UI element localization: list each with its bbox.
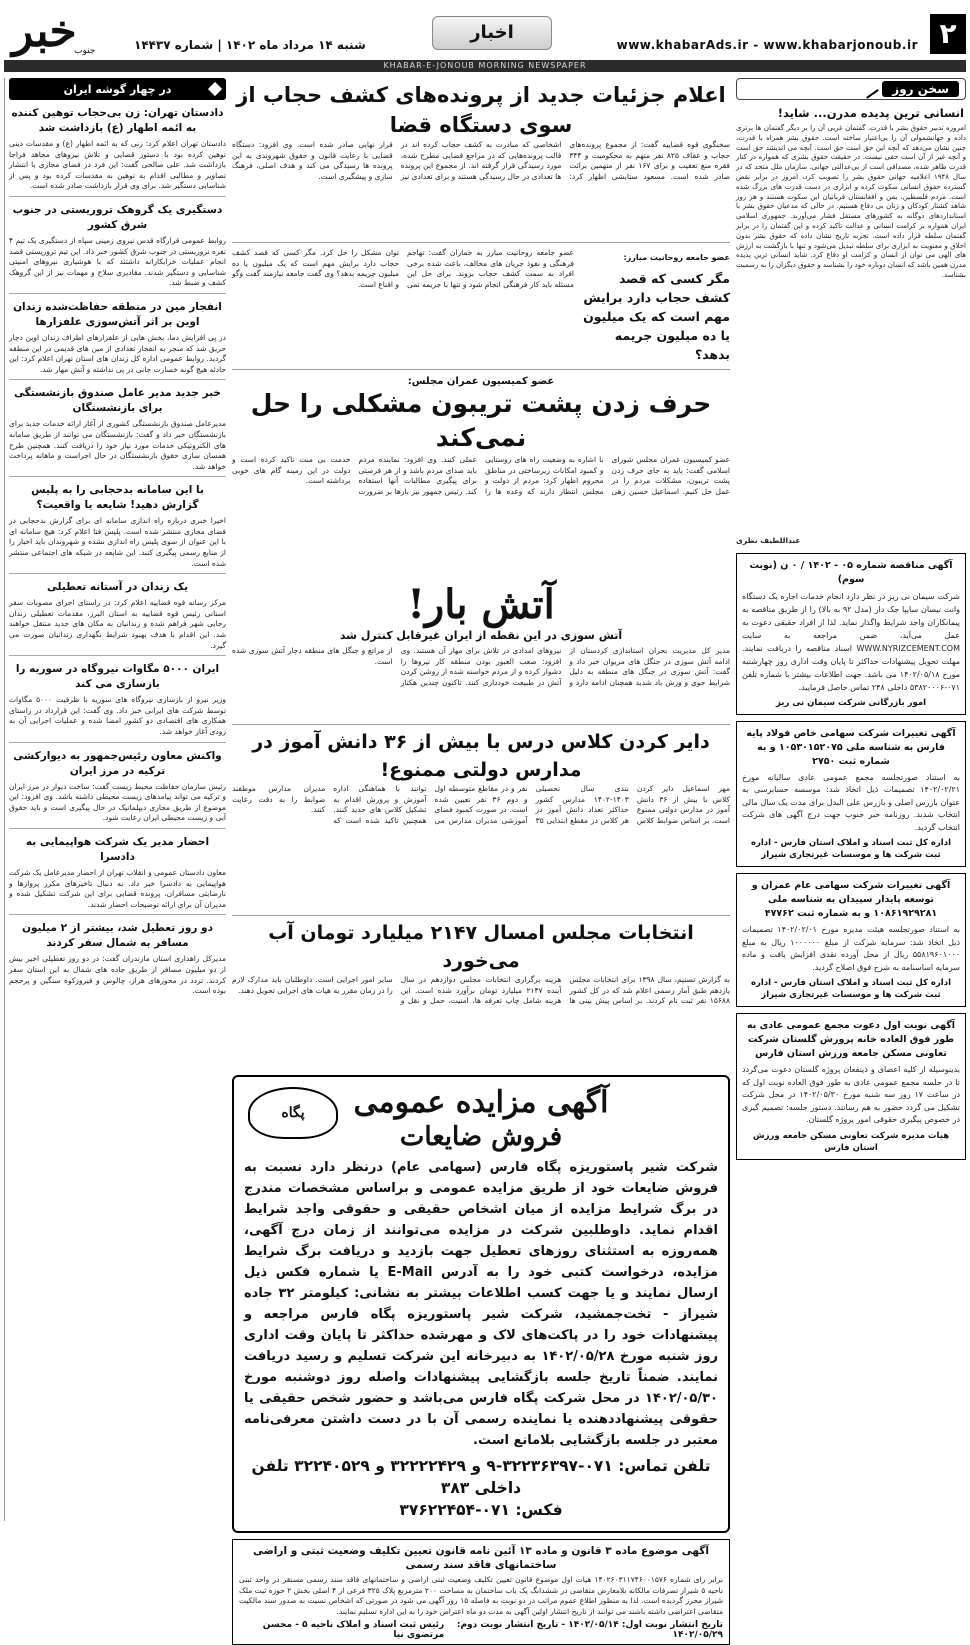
brief-title: خبر جدید مدیر عامل صندوق بازنشستگی برای بازنشستگان bbox=[13, 387, 221, 415]
news-briefs-header: در چهار گوشه ایران bbox=[9, 78, 226, 100]
article-headline-2: حرف زدن پشت تریبون مشکلی را حل نمی‌کند bbox=[250, 389, 712, 452]
news-brief bbox=[9, 386, 226, 472]
middle-column bbox=[232, 78, 730, 1645]
article-kicker: عضو کمیسیون عمران مجلس: bbox=[407, 376, 555, 387]
auction-ad-subtitle: فروش ضایعات bbox=[399, 1122, 563, 1152]
news-brief bbox=[9, 483, 226, 569]
page-number: ۲ bbox=[930, 14, 966, 54]
section-title: اخبار bbox=[432, 16, 552, 50]
ad-footer: اداره کل ثبت اسناد و املاک استان فارس - اداره ثبت شرکت ها و موسسات غیرتجاری شیراز bbox=[750, 978, 952, 1001]
article-body-2: عضو کمیسیون عمران مجلس شورای اسلامی گفت: باید به جای حرف زدن پشت تریبون، مشکلات مردم را در عمل حل کنیم. اسماعیل حسین زهی با اشاره به وضعیت راه های روستایی و کمبود امکانات زیرساختی در مناطق محروم اظهار کرد: مردم از دولت و مجلس انتظار دارند که وعده ها را عملی کنند. وی افزود: نماینده مردم باید صدای مردم باشد و از هر فرصتی برای پیگیری مطالبات آنها استفاده کند. رئیس جمهور نیز بارها بر ضرورت خدمت بی منت تاکید کرده است و دولت در این زمینه گام های خوبی برداشته است. bbox=[232, 455, 730, 496]
divider bbox=[9, 742, 226, 743]
brief-body: مدیرعامل صندوق بازنشستگی کشوری از آغاز ارائه خدمات جدید برای بازنشستگان خبر داد و گفت: بازنشستگان می توانند از طریق سامانه های الکترونیکی خدمات مورد نیاز خود را دریافت کنند. همچنین طرح همسان سازی حقوق بازنشستگان در حال اجراست و ماهانه پرداخت خواهد شد. bbox=[9, 419, 226, 471]
editorial-badge: سخن روز bbox=[882, 81, 959, 97]
news-brief bbox=[9, 662, 226, 737]
auction-ad-phone: تلفن تماس: ۰۷۱-۳۲۲۳۶۳۹۷-۹ و ۳۲۲۲۲۴۲۹ و ۳۲۲۴۰۵۲۹ تلفن داخلی ۳۸۳ bbox=[251, 1457, 711, 1497]
article-headline-4: دایر کردن کلاس درس با بیش از ۳۶ دانش آموز در مدارس دولتی ممنوع! bbox=[232, 724, 730, 784]
divider bbox=[9, 293, 226, 294]
news-brief bbox=[9, 580, 226, 651]
ad-title: آگهی نوبت اول دعوت مجمع عمومی عادی به طور فوق العاده خانه پرورش گلستان شرکت تعاونی مسکن جامعه ورزش استان فارس bbox=[746, 1020, 956, 1060]
brief-body: رئیس سازمان حفاظت محیط زیست گفت: ساخت دیوار در مرز ایران و ترکیه می تواند پیامدهای زیست محیطی داشته باشد. وی افزود: این موضوع از طریق مجاری دیپلماتیک در حال پیگیری است و باید حقوق آبی و زیست محیطی ایران رعایت شود. bbox=[9, 781, 226, 823]
news-brief bbox=[9, 749, 226, 824]
news-brief bbox=[9, 106, 226, 192]
notice-title: آگهی موضوع ماده ۳ قانون و ماده ۱۳ آئین نامه قانون تعیین تکلیف وضعیت ثبتی و اراضی ساختمانهای فاقد سند رسمی bbox=[253, 1545, 709, 1571]
article-subheadline-3: آتش سوزی در این نقطه از ایران غیرقابل کنترل شد bbox=[339, 629, 623, 642]
brief-title: ایران ۵۰۰۰ مگاوات نیروگاه در سوریه را بازسازی می کند bbox=[15, 663, 220, 691]
editorial-title: انسانی ترین پدیده مدرن... شاید! bbox=[777, 106, 964, 120]
brief-body: در پی افزایش دما، بخش هایی از علفزارهای اطراف زندان اوین دچار حریق شد که منجر به انفجار تعدادی از مین های قدیمی در این منطقه گردید. روابط عمومی اداره کل زندان های استان تهران اعلام کرد: این حادثه هیچ گونه خسارت جانی در پی نداشته و آتش مهار شد. bbox=[9, 332, 226, 374]
quote-section bbox=[232, 242, 730, 370]
brief-title: احضار مدیر یک شرکت هواپیمایی به دادسرا bbox=[25, 835, 210, 863]
ad-title: آگهی تغییرات شرکت سهامی عام عمران و توسعه پایدار سپیدان به شناسه ملی ۱۰۸۶۱۹۲۹۲۸۱ و به شماره ثبت ۴۷۷۶۲ bbox=[751, 880, 951, 920]
brief-body: مرکز رسانه قوه قضاییه اعلام کرد: در راستای اجرای مصوبات سفر استانی رئیس قوه قضاییه به استان البرز، مقدمات تعطیلی زندان رجایی شهر فراهم شده و زندانیان به مکان های جدید منتقل خواهند شد. این اقدام با هدف بهبود شرایط نگهداری زندانیان صورت می گیرد. bbox=[9, 598, 226, 650]
brief-title: با این سامانه بدحجابی را به پلیس گزارش دهید! شایعه یا واقعیت؟ bbox=[31, 484, 204, 512]
main-headline: اعلام جزئیات جدید از پرونده‌های کشف حجاب از سوی دستگاه قضا bbox=[236, 83, 726, 137]
notice-dates: تاریخ انتشار نوبت اول: ۱۴۰۲/۰۵/۱۴ - تاریخ انتشار نوبت دوم: ۱۴۰۲/۰۵/۲۹ bbox=[456, 1620, 723, 1641]
header-strip: KHABAR-E-JONOUB MORNING NEWSPAPER bbox=[4, 60, 966, 72]
news-brief bbox=[9, 921, 226, 996]
pen-icon bbox=[860, 79, 879, 98]
company-change-ad-1 bbox=[736, 721, 966, 868]
divider bbox=[9, 573, 226, 574]
quote-label: عضو جامعه روحانیت مبارز: bbox=[623, 253, 730, 262]
logo-text: خبر bbox=[12, 6, 77, 57]
article-body-3: مدیر کل مدیریت بحران استانداری کردستان از ادامه آتش سوزی در جنگل های مریوان خبر داد و گفت: آتش سوزی در جنگل های منطقه به دلیل شرایط جوی و وزش باد شدید همچنان ادامه دارد و نیروهای امدادی در تلاش برای مهار آن هستند. وی افزود: صعب العبور بودن منطقه کار نیروها را دشوار کرده و از مردم خواسته شده از روشن کردن آتش در طبیعت خودداری کنند. تاکنون چندین هکتار از مراتع و جنگل های منطقه دچار آتش سوزی شده است. bbox=[232, 646, 730, 687]
left-column bbox=[4, 78, 226, 1521]
ad-body: به استناد صورتجلسه مجمع عمومی عادی سالیانه مورخ ۱۴۰۲/۰۲/۲۱ تصمیمات ذیل اتخاذ شد: موسسه حسابرسی به عنوان بازرس اصلی و بازرس علی البدل برای مدت یک سال مالی انتخاب شدند. روزنامه خبر جنوب جهت درج آگهی های شرکت انتخاب گردید. bbox=[742, 772, 960, 832]
brief-title: دادستان تهران: زن بی‌حجاب توهین کننده به ائمه اطهار (ع) بازداشت شد bbox=[11, 107, 224, 134]
notice-footer bbox=[239, 1620, 723, 1640]
article-headline-5: انتخابات مجلس امسال ۲۱۴۷ میلیارد تومان آب می‌خورد bbox=[232, 915, 730, 975]
divider bbox=[9, 914, 226, 915]
divider bbox=[9, 828, 226, 829]
quote-text: مگر کسی که قصد کشف حجاب دارد برایش مهم است که یک میلیون یا ده میلیون جریمه بدهد؟ bbox=[583, 271, 730, 362]
auction-ad bbox=[232, 1075, 730, 1533]
ad-footer: اداره کل ثبت اسناد و املاک استان فارس - اداره ثبت شرکت ها و موسسات غیرتجاری شیراز bbox=[750, 838, 952, 861]
site-url: www.khabarAds.ir - www.khabarjonoub.ir bbox=[616, 38, 918, 52]
auction-ad-fax: فکس: ۰۷۱-۳۷۶۲۲۴۵۴ bbox=[399, 1501, 563, 1519]
ad-footer: امور بازرگانی شرکت سیمان نی ریز bbox=[775, 697, 927, 708]
page-header bbox=[4, 4, 966, 60]
brief-title: دستگیری یک گروهک تروریستی در جنوب شرق کشور bbox=[12, 203, 223, 231]
brief-body: اخیرا خبری درباره راه اندازی سامانه ای برای گزارش بدحجابی در فضای مجازی منتشر شده است. پلیس فتا اعلام کرد: هیچ سامانه ای با این عنوان از سوی پلیس راه اندازی نشده و شهروندان باید اخبار را از منابع رسمی پیگیری کنند. این شایعه در شبکه های اجتماعی منتشر شده است. bbox=[9, 516, 226, 568]
divider bbox=[9, 655, 226, 656]
news-brief bbox=[9, 835, 226, 910]
ad-title: آگهی تغییرات شرکت سهامی خاص فولاد پایه فارس به شناسه ملی ۱۰۵۳۰۱۵۲۰۷۵ و به شماره ثبت ۲۷۵۰ bbox=[746, 727, 956, 767]
pegah-logo: پگاه bbox=[248, 1087, 338, 1139]
brief-body: وزیر نیرو از بازسازی نیروگاه های سوریه با ظرفیت ۵۰۰۰ مگاوات توسط شرکت های ایرانی خبر داد. وی گفت: این قرارداد در راستای همکاری های اقتصادی دو کشور امضا شده و عملیات اجرایی آن به زودی آغاز خواهد شد. bbox=[9, 695, 226, 736]
quote-body: عضو جامعه روحانیت مبارز به جماران گفت: تهاجم فرهنگی و نفوذ جریان های مخالف، باعث شده برخی افراد به سمت کشف حجاب بروند. برای حل این مسئله باید کار فرهنگی انجام شود و تنها با جریمه نمی توان مشکل را حل کرد. مگر کسی که قصد کشف حجاب دارد برایش مهم است که یک میلیون یا ده میلیون جریمه بدهد؟ وی گفت جامعه نیازمند گفت وگو و اقناع است. bbox=[232, 248, 574, 289]
ad-body: بدینوسیله از کلیه اعضای و ذینفعان پروژه گلستان دعوت می‌گردد تا در جلسه مجمع عمومی عادی به طور فوق العاده نوبت اول که در ساعت ۱۷ روز سه شنبه مورخ ۱۴۰۲/۰۵/۳۰ در محل شرکت تشکیل می گردد حضور به هم رسانند. دستور جلسه: تصمیم گیری در خصوص پیگیری حقوقی امور پروژه گلستان. bbox=[742, 1065, 961, 1125]
auction-ad-title: آگهی مزایده عمومی bbox=[353, 1085, 609, 1120]
brief-body: دادستان تهران اعلام کرد: زنی که به ائمه اطهار (ع) و مقدسات دینی توهین کرده بود با دستور قضایی و تلاش نیروهای مجاهد فراجا بازداشت شد. علی صالحی گفت: این فرد در فضای مجازی با انتشار تصاویر و مطالبی اقدام به توهین به مقدسات کرده بود و پس از شناسایی دستگیر شد. برای وی قرار بازداشت صادر شده است. bbox=[9, 139, 226, 191]
ad-body: به استناد صورتجلسه هیئت مدیره مورخ ۱۴۰۲/۰۲/۰۱ تصمیمات ذیل اتخاذ شد: سرمایه شرکت از مبلغ ۱۰۰۰۰۰۰ ریال به مبلغ ۵۵۸۱۹۶۰۱۰۰۰ ریال از محل آورده نقدی افزایش یافت و ماده سرمایه اساسنامه به شرح فوق اصلاح گردید. bbox=[742, 925, 961, 972]
brief-title: واکنش معاون رئیس‌جمهور به دیوارکشی ترکیه در مرز ایران bbox=[13, 749, 222, 777]
right-column bbox=[736, 78, 966, 1160]
registration-notice bbox=[232, 1539, 730, 1645]
divider bbox=[9, 379, 226, 380]
news-brief bbox=[9, 300, 226, 375]
ad-title: آگهی مناقصه شماره ۰۵ - ۱۴۰۲ / ۰ ن (نوبت سوم) bbox=[749, 559, 953, 585]
logo-subtitle: جنوب bbox=[74, 46, 96, 56]
brief-body: معاون دادستان عمومی و انقلاب تهران از احضار مدیرعامل یک شرکت هواپیمایی به دادسرا خبر داد. به دنبال تاخیرهای مکرر پروازها و نارضایتی مسافران، پرونده قضایی برای این شرکت تشکیل شده و مدیران آن برای ارائه توضیحات احضار شدند. bbox=[9, 867, 226, 909]
ad-footer: هیات مدیره شرکت تعاونی مسکن جامعه ورزش استان فارس bbox=[752, 1130, 950, 1153]
pull-quote bbox=[580, 248, 730, 364]
brief-body: روابط عمومی قرارگاه قدس نیروی زمینی سپاه از دستگیری یک تیم ۴ نفره تروریستی در جنوب شرق کشور خبر داد. این تیم تروریستی قصد انجام عملیات خرابکارانه داشتند که با هوشیاری نیروهای امنیتی شناسایی و دستگیر شدند. مقادیری سلاح و مهمات نیز از این گروهک کشف و ضبط شد. bbox=[9, 235, 226, 288]
assembly-invitation-ad bbox=[736, 1013, 966, 1160]
editorial-header bbox=[736, 78, 966, 100]
tender-ad bbox=[736, 553, 966, 715]
article-body-4: مهر اسماعیل دایر کردن کلاس با بیش از ۳۶ دانش آموز در مدارس دولتی ممنوع است. بر اساس ضوابط کلاس بندی سال تحصیلی ۱۴۰۳-۱۴۰۲ مدارس کشور حداکثر تعداد دانش آموز در هر کلاس در مقطع ابتدایی ۳۵ نفر و در مقاطع متوسطه اول و دوم ۳۶ نفر تعیین شده است. در صورت کمبود فضای آموزشی مدیران مدارس می توانند با هماهنگی اداره آموزش و پرورش اقدام به تشکیل کلاس های جدید کنند. همچنین تاکید شده است که مدیران مدارس موظفند ضوابط را به دقت رعایت کنند. bbox=[232, 784, 730, 825]
news-brief bbox=[9, 203, 226, 289]
newspaper-logo bbox=[4, 4, 124, 60]
article-headline-3: آتش بار! bbox=[407, 581, 555, 628]
brief-title: یک زندان در آستانه تعطیلی bbox=[46, 581, 189, 594]
main-lead: سخنگوی قوه قضاییه گفت: از مجموع پرونده‌های حجاب و عفاف ۸۲۵ نفر متهم به محکومیت و ۳۴۴ فقره منع تعقیب و برای ۱۶۷ نفر از متهمین برائت صادر شده است. مسعود ستایشی اظهار کرد: اشخاصی که مبادرت به کشف حجاب کرده اند در قالب پرونده‌هایی که در مراجع قضایی مطرح شده، مورد رسیدگی قرار گرفته اند. از مجموع این پرونده ها تعدادی در حال رسیدگی هستند و برای تعدادی نیز قرار نهایی صادر شده است. وی افزود: دستگاه قضایی با رعایت قانون و حقوق شهروندی به این پرونده ها رسیدگی می کند و هدف اصلی، فرهنگ سازی و پیشگیری است. bbox=[232, 140, 730, 181]
notice-body: برابر رای شماره ۱۴۰۲۶۰۳۱۱۷۴۶۰۰۱۵۷۶ هیات اول موضوع قانون تعیین تکلیف وضعیت ثبتی اراضی و ساختمانهای فاقد سند رسمی مستقر در واحد ثبتی ناحیه ۵ شیراز تصرفات مالکانه بلامعارض متقاضی در ششدانگ یک باب ساختمان به مساحت ۲۰۰ مترمربع پلاک ۳۲۵ فرعی از ۴ اصلی بخش ۲ حوزه ثبت ملک شیراز محرز گردیده است. لذا به منظور اطلاع عموم مراتب در دو نوبت به فاصله ۱۵ روز آگهی می شود در صورتی که اشخاص نسبت به صدور سند مالکیت متقاضی اعتراضی داشته باشند می توانند از تاریخ انتشار اولین آگهی به مدت دو ماه اعتراض خود را به این اداره تسلیم نمایند. bbox=[239, 1575, 723, 1616]
company-change-ad-2 bbox=[736, 873, 966, 1007]
editorial-author: عبداللطیف نظری bbox=[736, 536, 801, 545]
brief-title: انفجار مین در منطقه حفاظت‌شده زندان اوین بر اثر آتش‌سوزی علفزارها bbox=[13, 300, 222, 328]
editorial-body: امروزه تدبیر حقوق بشر با قدرت، گفتمان غربی آن را بر دیگر گفتمان ها برتری داده و جهانشمولی آن را بی‌اعتبار ساخته است. حقوق بشر همراه با قدرت، چنین نشان می‌دهد که آنچه این حق است حق است. آنچه می اندیشد حق است و آنچه غیر از آن است حقی نیست. در حقیقت حقوق بشری که همواره در کنار قدرت ظاهر شده، مصداقی است از بی‌عدالتی جهانی. سازمان ملل متحد که در سال ۱۹۴۸ اعلامیه جهانی حقوق بشر را تصویب کرد، امروز در برابر نقض گسترده حقوق انسانی سکوت کرده و ابزاری در دست قدرت های بزرگ شده است. مردم فلسطین، یمن و افغانستان قربانیان این سکوت هستند و هر روز شاهد کشتار کودکان و زنان بی دفاع هستیم. در حالی که مدعیان حقوق بشر با استانداردهای دوگانه به کشورهای مستقل فشار می‌آورند. جمهوری اسلامی ایران همواره بر کرامت انسانی و عدالت تاکید کرده و این گفتمان را در برابر گفتمان سلطه قرار داده است. تجربه تاریخ نشان داده که حقوق بشر بدون اخلاق و معنویت به ابزاری برای سلطه تبدیل می‌شود و تنها با بازگشت به ارزش های الهی می توان از انسان و کرامت او دفاع کرد. شاید انسانی ترین پدیده مدرن همین باشد که انسان دوباره خود را بشناسد و حقوق دیگران را به رسمیت بشناسد. bbox=[736, 124, 966, 279]
brief-title: دو روز تعطیل شد، بیشتر از ۲ میلیون مسافر به شمال سفر کردند bbox=[22, 922, 213, 950]
issue-date: شنبه ۱۴ مرداد ماه ۱۴۰۲ | شماره ۱۴۴۳۷ bbox=[134, 38, 366, 52]
divider bbox=[9, 476, 226, 477]
article-body-5: به گزارش تسنیم، سال ۱۳۹۸ برای انتخابات مجلس یازدهم طبق آمار رسمی اعلام شد که در کل کشور ۱۵۶۸۸ نفر ثبت نام کردند. بر اساس پیش بینی ها هزینه برگزاری انتخابات مجلس دوازدهم در سال آینده ۲۱۴۷ میلیارد تومان برآورد شده است. این هزینه شامل چاپ تعرفه ها، امنیت، حمل و نقل و سایر امور اجرایی است. داوطلبان باید مدارک لازم را در زمان مقرر به هیات های اجرایی تحویل دهند. bbox=[232, 975, 730, 1006]
divider bbox=[9, 196, 226, 197]
ad-body: شرکت سیمان نی ریز در نظر دارد انجام خدمات اجاره یک دستگاه وانت نیسان سایپا جک دار (مدل ۹۲ به بالا) را از طریق مناقصه به پیمانکاران واجد شرایط واگذار نماید. لذا از افراد حقیقی دعوت به عمل می‌آید، ضمن مراجعه به سایت WWW.NYRIZCEMENT.COM اسناد مناقصه را دریافت نمایند. مهلت تحویل پیشنهادات حداکثر تا پایان وقت اداری روز چهارشنبه مورخ ۱۴۰۲/۰۵/۱۸ می باشد. جهت اطلاعات بیشتر با شماره تلفن ۰۷۱-۵۳۸۲۰۰۰۶ داخلی ۲۴۸ تماس حاصل فرمایید. bbox=[742, 591, 961, 692]
auction-ad-body: شرکت شیر پاستوریزه پگاه فارس (سهامی عام) درنظر دارد نسبت به فروش ضایعات خود از طریق مزایده عمومی و براساس مشخصات مندرج در برگ شرایط مزایده از میان اشخاص حقیقی و حقوقی واجد شرایط اقدام نماید. داوطلبین شرکت در مزایده می‌توانند از زمان درج آگهی، همه‌روزه به استثنای روزهای تعطیل جهت بازدید و دریافت برگ شرایط مزایده، درخواست کتبی خود را به آدرس E-Mail یا شماره فکس ذیل ارسال نمایند و یا جهت کسب اطلاعات بیشتر به نشانی: کیلومتر ۳۲ جاده شیراز - تخت‌جمشید، شرکت شیر پاستوریزه پگاه فارس مراجعه و پیشنهادات خود را در پاکت‌های لاک و مهرشده حداکثر تا پایان وقت اداری روز شنبه مورخ ۱۴۰۲/۰۵/۲۸ به دبیرخانه این شرکت تسلیم و رسید دریافت نمایند. ضمناً تاریخ جلسه بازگشایی پیشنهادات واصله روز دوشنبه مورخ ۱۴۰۲/۰۵/۳۰ در محل شرکت پگاه فارس می‌باشد و حضور شخص حقیقی یا حقوقی پیشنهاددهنده یا نماینده رسمی آن با در دست داشتن معرفی‌نامه معتبر در جلسه بازگشایی بلامانع است. bbox=[244, 1160, 719, 1448]
brief-body: مدیرکل راهداری استان مازندران گفت: در دو روز تعطیلی اخیر بیش از دو میلیون مسافر از طریق جاده های شمال به این استان سفر کردند. تردد در محورهای هراز، چالوس و فیروزکوه سنگین و پرحجم بوده است. bbox=[9, 954, 226, 996]
notice-signature: رئیس ثبت اسناد و املاک ناحیه ۵ - محسن مرتضوی نیا bbox=[262, 1620, 445, 1641]
